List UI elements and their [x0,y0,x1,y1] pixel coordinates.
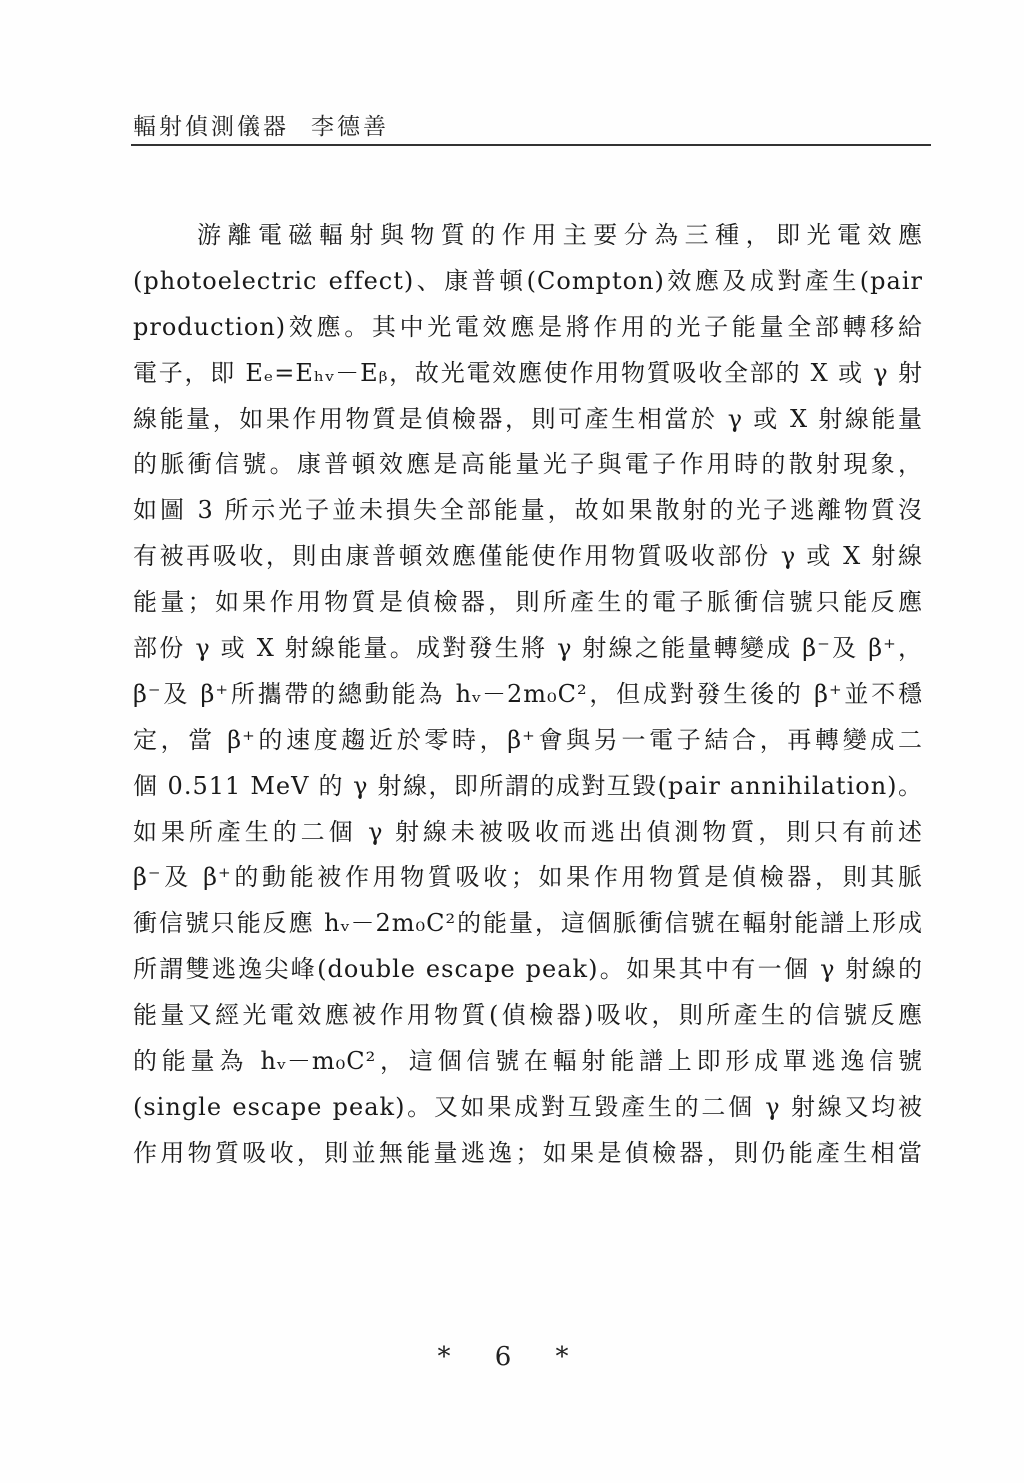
text-line: 的能量為 hᵥ－m₀C²，這個信號在輻射能譜上即形成單逃逸信號 [133,1047,923,1076]
text-line: 個 0.511 MeV 的 γ 射線，即所謂的成對互毀(pair annihilation)。 [133,771,923,800]
text-line: 如果所產生的二個 γ 射線未被吸收而逃出偵測物質，則只有前述 [133,817,923,846]
text-line: 作用物質吸收，則並無能量逃逸；如果是偵檢器，則仍能產生相當 [133,1138,923,1167]
text-line: 的脈衝信號。康普頓效應是高能量光子與電子作用時的散射現象， [133,450,923,479]
text-line: (photoelectric effect)、康普頓(Compton)效應及成對產生(pair [133,266,923,295]
text-line: β⁻及 β⁺的動能被作用物質吸收；如果作用物質是偵檢器，則其脈 [133,863,923,892]
page-number: * 6 * [437,1342,587,1372]
header-author: 李德善 [311,114,389,140]
text-line: production)效應。其中光電效應是將作用的光子能量全部轉移給 [133,312,923,341]
text-line: 衝信號只能反應 hᵥ－2m₀C²的能量，這個脈衝信號在輻射能譜上形成 [133,909,923,938]
text-line: 能量；如果作用物質是偵檢器，則所產生的電子脈衝信號只能反應 [133,588,923,617]
text-line: 電子，即 Eₑ=Eₕᵥ－Eᵦ，故光電效應使作用物質吸收全部的 X 或 γ 射 [133,358,923,387]
text-line: 有被再吸收，則由康普頓效應僅能使作用物質吸收部份 γ 或 X 射線 [133,542,923,571]
running-header [133,108,389,141]
text-line: 部份 γ 或 X 射線能量。成對發生將 γ 射線之能量轉變成 β⁻及 β⁺， [133,634,923,663]
text-line: 如圖 3 所示光子並未損失全部能量，故如果散射的光子逃離物質沒 [133,496,923,525]
text-line: 定，當 β⁺的速度趨近於零時，β⁺會與另一電子結合，再轉變成二 [133,725,923,754]
header-rule [131,144,931,146]
text-line: 能量又經光電效應被作用物質(偵檢器)吸收，則所產生的信號反應 [133,1001,923,1030]
text-line: 線能量，如果作用物質是偵檢器，則可產生相當於 γ 或 X 射線能量 [133,404,923,433]
header-title: 輻射偵測儀器 [133,114,289,140]
body-paragraph [133,213,923,1177]
text-line: 游離電磁輻射與物質的作用主要分為三種，即光電效應 [197,221,923,249]
text-line: β⁻及 β⁺所攜帶的總動能為 hᵥ－2m₀C²，但成對發生後的 β⁺並不穩 [133,679,923,708]
text-line: 所謂雙逃逸尖峰(double escape peak)。如果其中有一個 γ 射線的 [133,955,923,984]
text-line: (single escape peak)。又如果成對互毀產生的二個 γ 射線又均被 [133,1092,923,1121]
